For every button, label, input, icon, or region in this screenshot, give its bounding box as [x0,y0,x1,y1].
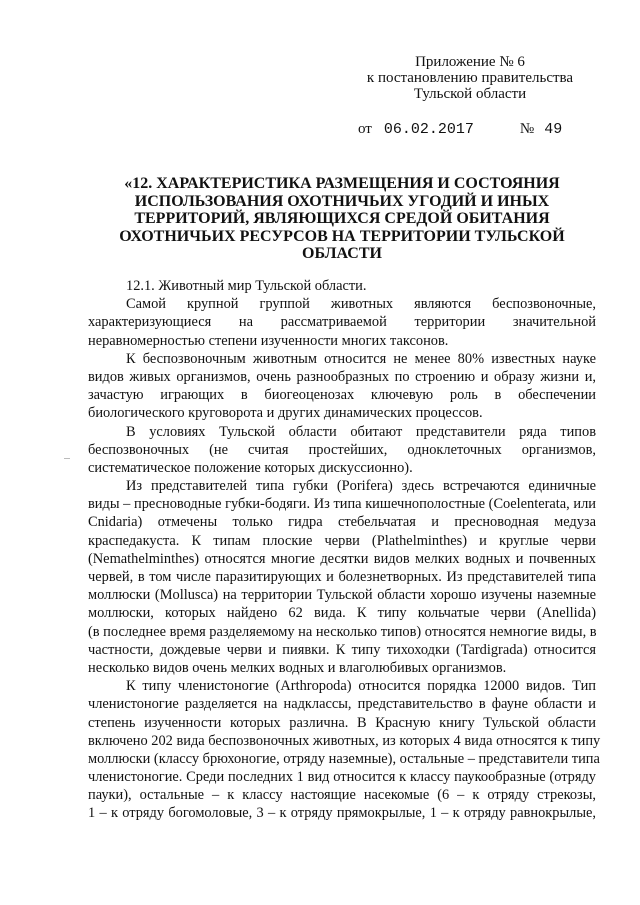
paragraph-line: виды – пресноводные губки-бодяги. Из типа кишечнополостные (Coelenterata, или [88,496,596,513]
subsection-heading: 12.1. Животный мир Тульской области. [126,278,367,294]
paragraph-line: Самой крупной группой животных являются беспозвоночные, [126,296,596,313]
paragraph-line: моллюски (классу брюхоногие, отряду наземные), остальные – представители типа [88,750,600,767]
paragraph-line: Cnidaria) отмечены только гидра стебельчатая и пресноводная медуза [88,514,596,531]
title-line: ОХОТНИЧЬИХ РЕСУРСОВ НА ТЕРРИТОРИИ ТУЛЬСКОЙ [119,227,565,245]
title-line: «12. ХАРАКТЕРИСТИКА РАЗМЕЩЕНИЯ И СОСТОЯНИЯ [124,175,560,192]
paragraph-line: включено 202 вида беспозвоночных животных, из которых 4 вида относятся к типу [88,732,601,749]
title-line: ИСПОЛЬЗОВАНИЯ ОХОТНИЧЬИХ УГОДИЙ И ИНЫХ [134,192,550,210]
appendix-region: Тульской области [413,86,527,102]
paragraph-line: членистоногие разделяется на надклассы, представительство в фауне области и [88,696,596,713]
paragraph-line: 1 – к отряду богомоловые, 3 – к отряду прямокрылые, 1 – к отряду равнокрылые, [88,805,596,822]
margin-mark [64,458,70,459]
paragraph-line: частности, дождевые черви и пиявки. К типу тихоходки (Tardigrada) относится [88,641,596,658]
paragraph-line: систематическое положение которых дискуссионно). [88,459,413,476]
paragraph-line: К беспозвоночным животным относится не менее 80% известных науке [126,350,596,367]
paragraph-line: видов живых организмов, очень разнообразных по строению и образу жизни и, [88,368,596,385]
number-prefix: № [519,121,535,137]
paragraph-line: Из представителей типа губки (Porifera) здесь встречаются единичные [126,478,596,495]
paragraph-line: моллюски, которых найдено 62 вида. К типу кольчатые черви (Anellida) [88,605,596,622]
paragraph-line: моллюски (Mollusca) на территории Тульской области хорошо изучены наземные [88,587,596,604]
paragraph-line: неравномерностью степени изученности многих таксонов. [88,332,449,349]
title-line: ОБЛАСТИ [302,245,382,262]
resolution-number: 49 [544,121,563,138]
paragraph-line: характеризующиеся на рассматриваемой территории значительной [88,314,596,331]
date-prefix: от [358,121,372,137]
title-line: ТЕРРИТОРИЙ, ЯВЛЯЮЩИХСЯ СРЕДОЙ ОБИТАНИЯ [134,210,550,227]
paragraph-line: пауки), остальные – к классу настоящие насекомые (6 – к отряду стрекозы, [88,787,596,804]
appendix-resolution: к постановлению правительства [366,70,574,86]
section-title [88,175,596,263]
paragraph-line: К типу членистоногие (Arthropoda) относится порядка 12000 видов. Тип [126,678,596,695]
appendix-header [340,54,600,102]
paragraph-line: краспедакуста. К типам плоские черви (Plathelminthes) и круглые черви [88,532,596,549]
paragraph-line: степень изученности которых различна. В Красную книгу Тульской области [88,714,596,731]
paragraph-line: биологического круговорота и других динамических процессов. [88,405,483,422]
appendix-number: Приложение № 6 [415,54,525,70]
paragraph-line: червей, в том числе паразитирующих и болезнетворных. Из представителей типа [88,569,596,585]
paragraph-line: В условиях Тульской области обитают представители ряда типов [126,423,596,440]
paragraph-line: зачастую играющих в биогеоценозах ключевую роль в обеспечении [88,387,596,404]
paragraph-line: беспозвоночных (не считая простейших, одноклеточных организмов, [88,441,596,458]
paragraph-line: (Nemathelminthes) относятся многие десятки видов мелких водных и почвенных [88,550,596,567]
body-text [88,277,601,823]
paragraph-line: несколько видов очень мелких водных и влаголюбивых организмов. [88,659,507,676]
paragraph-line: членистоногие. Среди последних 1 вид относится к классу паукообразные (отряду [88,769,596,786]
paragraph-line: (в последнее время разделяемому на несколько типов) относятся немногие виды, в [88,623,597,640]
resolution-date-line [358,121,562,138]
resolution-date: 06.02.2017 [383,121,474,138]
